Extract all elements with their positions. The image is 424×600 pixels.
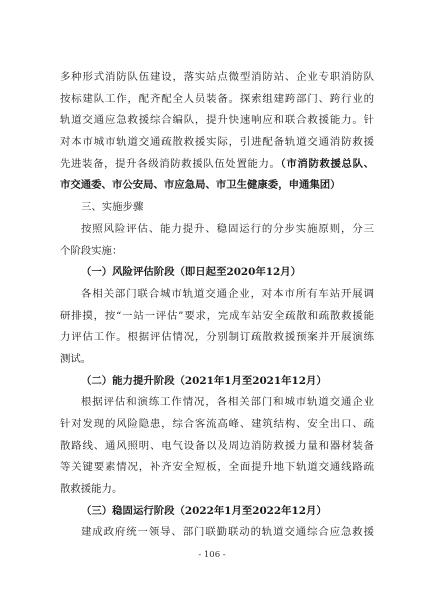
text-line: 散救援能力。 <box>60 483 123 496</box>
text-line: 对本市城市轨道交通疏散救援实际，引进配备轨道交通消防救援 <box>60 136 374 149</box>
text-line: 建成政府统一领导、部门联勤联动的轨道交通综合应急救援 <box>81 526 374 539</box>
text-line: 个阶段实施： <box>60 244 123 257</box>
responsible-units-line: 市交通委、市公安局、市应急局、市卫生健康委，申通集团） <box>60 179 341 192</box>
stage-heading-2: （二）能力提升阶段（2021年1月至2021年12月） <box>81 374 327 387</box>
document-body <box>60 67 374 544</box>
text-line: 测试。 <box>60 352 92 365</box>
text-line-mixed <box>60 154 374 176</box>
section-heading: 三、实施步骤 <box>81 201 144 214</box>
text-line: 力评估工作。根据评估情况，分别制订疏散救援预案并开展演练 <box>60 331 374 344</box>
text-line: 散路线、通风照明、电气设备以及周边消防救援力量和器材装备 <box>60 439 374 452</box>
text-line: 根据评估和演练工作情况，各相关部门和城市轨道交通企业 <box>81 396 374 409</box>
text-line: 按照风险评估、能力提升、稳固运行的分步实施原则，分三 <box>81 222 374 235</box>
text-line: 各相关部门联合城市轨道交通企业，对本市所有车站开展调 <box>81 287 374 300</box>
text-line: 等关键要素情况，补齐安全短板，全面提升地下轨道交通线路疏 <box>60 461 374 474</box>
stage-heading-3: （三）稳固运行阶段（2022年1月至2022年12月） <box>81 504 327 517</box>
text-line: 按标建队工作，配齐配全人员装备。探索组建跨部门、跨行业的 <box>60 92 374 105</box>
text-line: 多种形式消防队伍建设，落实站点微型消防站、企业专职消防队 <box>60 71 374 83</box>
stage-heading-1: （一）风险评估阶段（即日起至2020年12月） <box>81 266 302 279</box>
text-line: 针对发现的风险隐患，综合客流高峰、建筑结构、安全出口、疏 <box>60 418 374 430</box>
text-line: 轨道交通应急救援综合编队，提升快速响应和联合救援能力。针 <box>60 114 374 127</box>
text-span: 先进装备，提升各级消防救援队伍处置能力。 <box>60 157 281 170</box>
responsible-units-start: （市消防救援总队、 <box>280 157 374 170</box>
page-number: - 106 - <box>198 550 226 560</box>
text-line: 研排摸，按“一站一评估”要求，完成车站安全疏散和疏散救援能 <box>60 309 374 322</box>
